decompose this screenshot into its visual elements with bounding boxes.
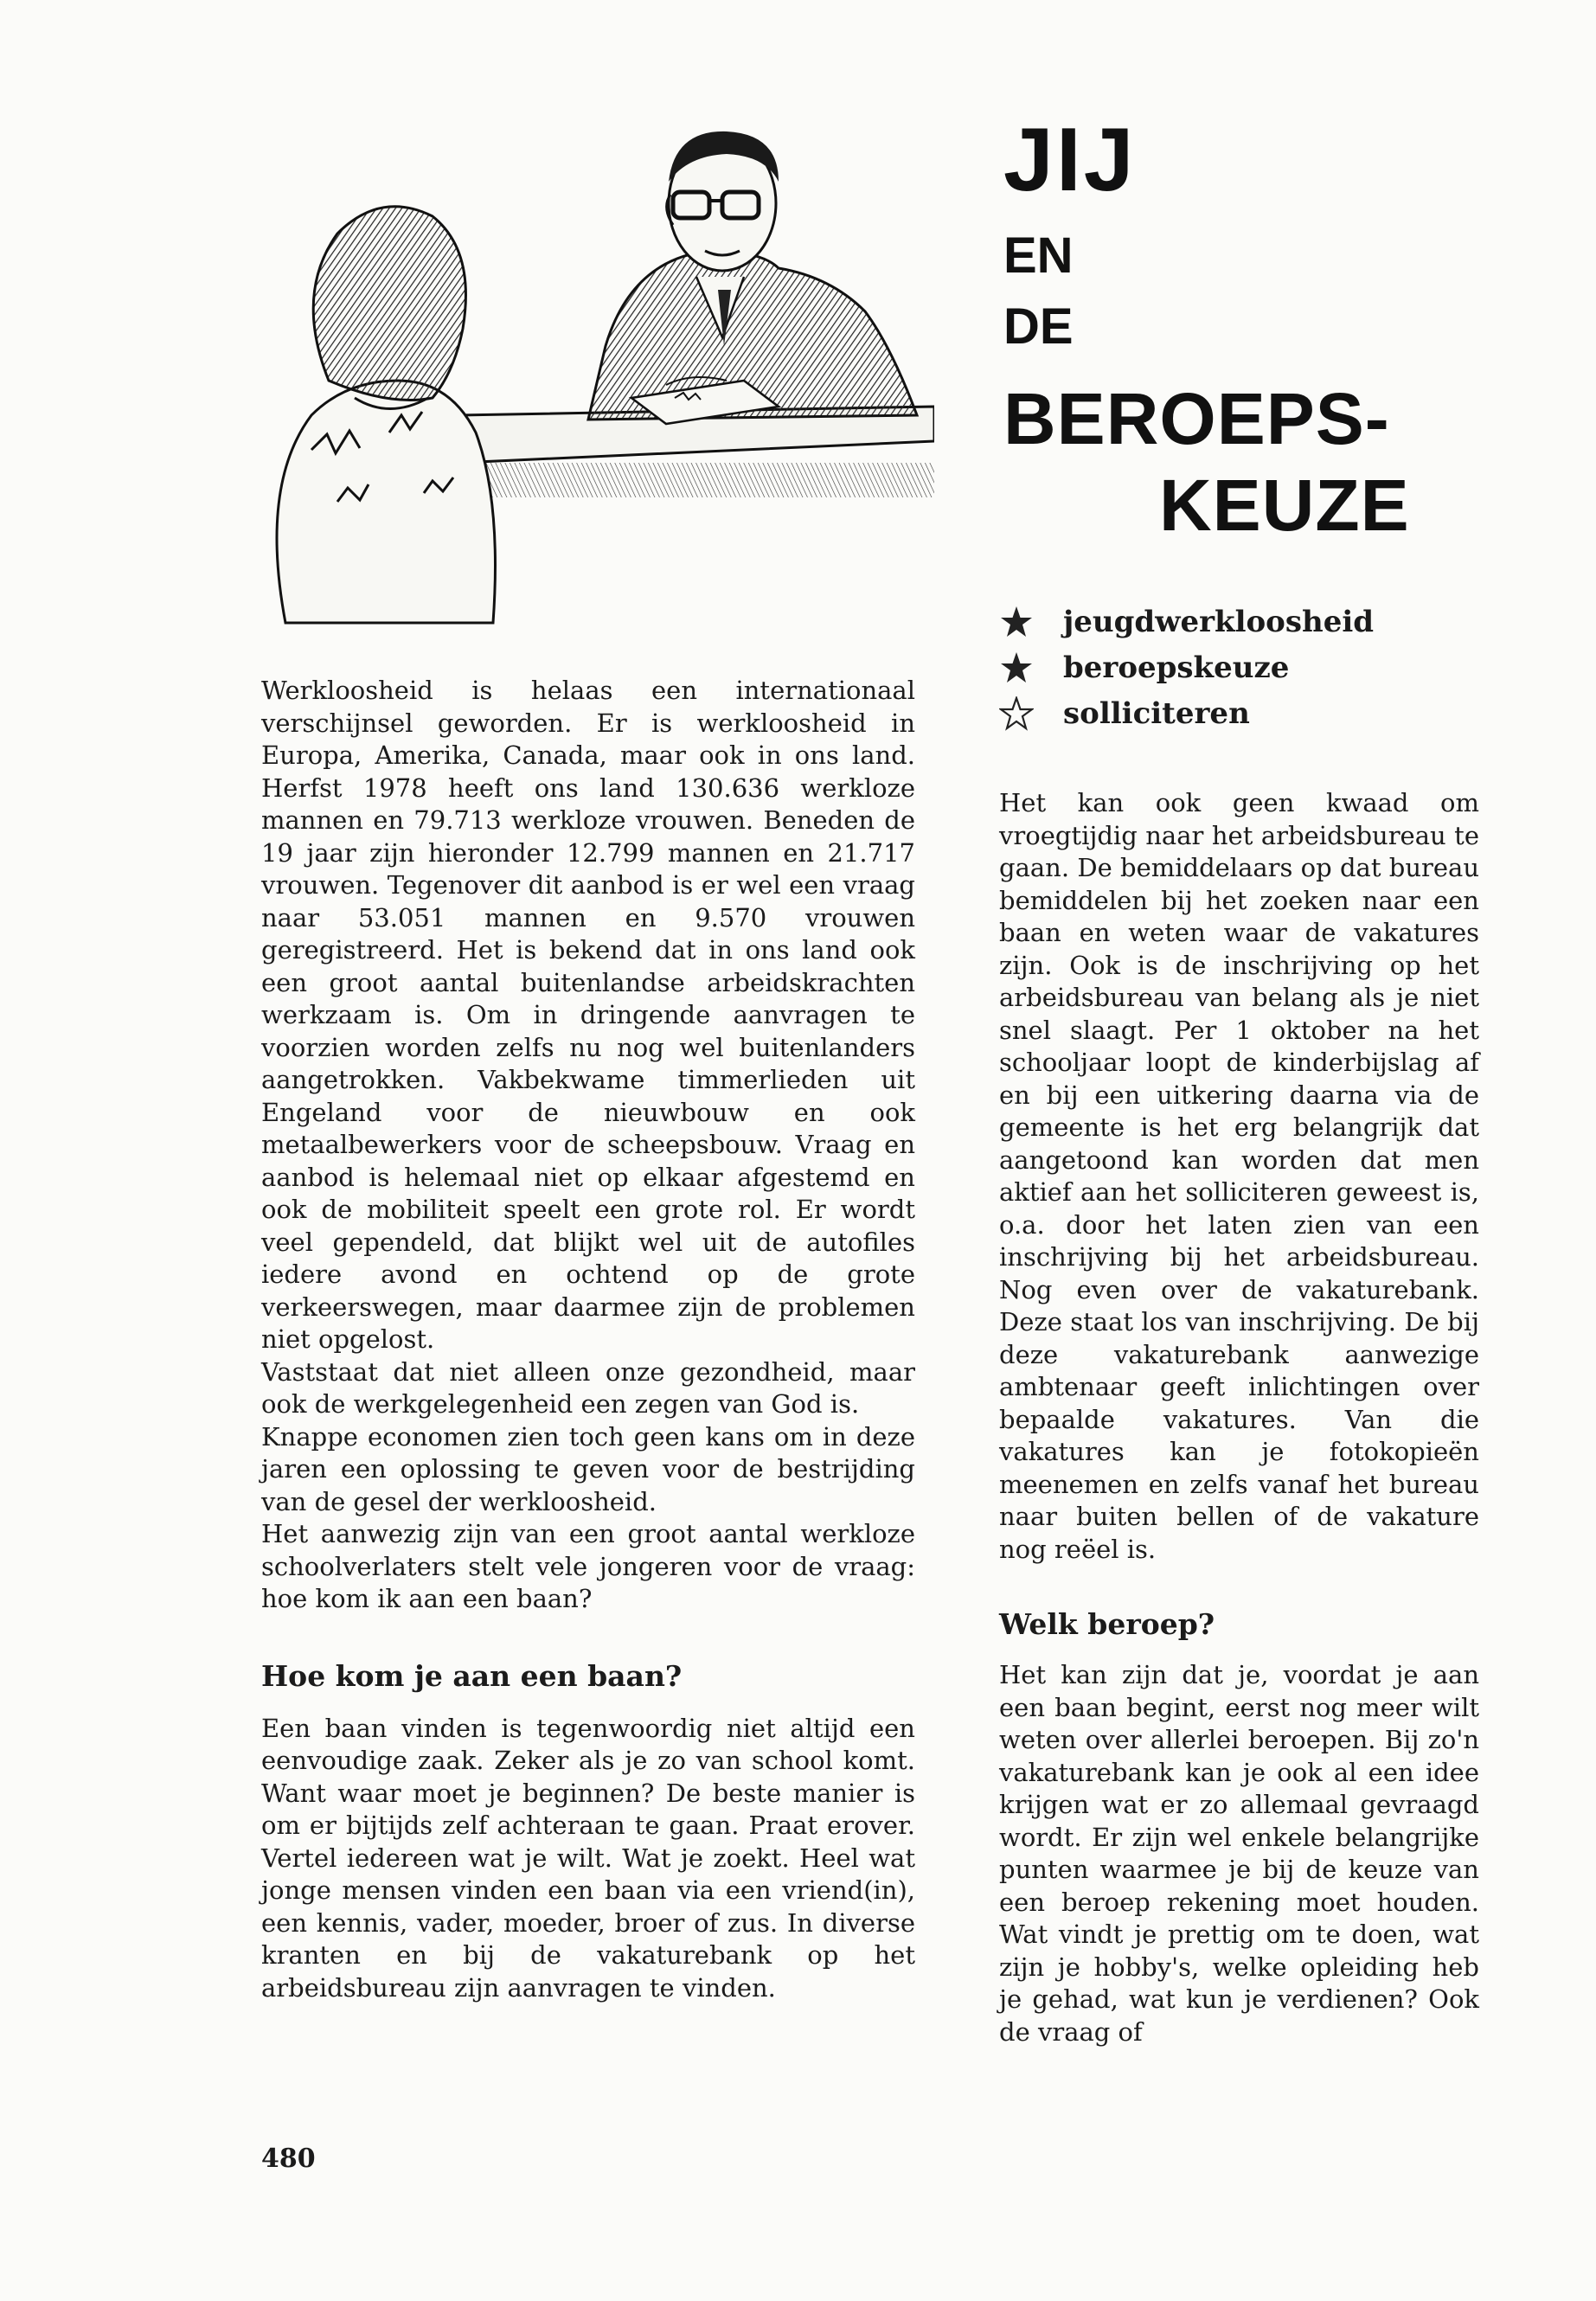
title-line-4: BEROEPS- [1003, 378, 1390, 459]
intro-paragraph: Werkloosheid is helaas een internationaal verschijnsel geworden. Er is werkloosheid in Europa, Amerika, Canada, maar ook in ons land. Herfst 1978 heeft ons land 130.636 werkloze mannen en 79.713 werkloze vrouwen. Beneden de 19 jaar zijn hieronder 12.799 mannen en 21.717 vrouwen. Tegenover dit aanbod is er wel een vraag naar 53.051 mannen en 9.570 vrouwen geregistreerd. Het is bekend dat in ons land ook een groot aantal buitenlandse arbeidskrachten werkzaam is. Om in dringende aanvragen te voorzien worden zelfs nu nog wel buitenlanders aangetrokken. Vakbekwame timmerlieden uit Engeland voor de nieuwbouw en ook metaalbewerkers voor de scheepsbouw. Vraag en aanbod is helemaal niet op elkaar afgestemd en ook de mobiliteit speelt een grote rol. Er wordt veel gependeld, dat blijkt wel uit de autofiles iedere avond en ochtend op de grote verkeerswegen, maar daarmee zijn de problemen niet opgelost. [261, 676, 915, 1354]
list-item-label: beroepskeuze [1063, 650, 1290, 685]
section-paragraph: Een baan vinden is tegenwoordig niet altijd een eenvoudige zaak. Zeker als je zo van school komt. Want waar moet je beginnen? De beste manier is om er bijtijds zelf achteraan te gaan. Praat erover. Vertel iedereen wat je wilt. Wat je zoekt. Heel wat jonge mensen vinden een baan via een vriend(in), een kennis, vader, moeder, broer of zus. In diverse kranten en bij de vakaturebank op het arbeidsbureau zijn aanvragen te vinden. [261, 1713, 915, 2003]
topic-list [999, 599, 1484, 736]
star-icon [999, 651, 1034, 685]
star-icon [999, 696, 1034, 731]
section-heading: Welk beroep? [999, 1607, 1215, 1641]
intro-paragraph: Knappe economen zien toch geen kans om in deze jaren een oplossing te geven voor de bestrijding van de gesel der werkloosheid. [261, 1421, 915, 1516]
list-item [999, 690, 1484, 736]
interviewer-figure [588, 131, 917, 424]
section-paragraph: Het kan zijn dat je, voordat je aan een baan begint, eerst nog meer wilt weten over allerlei beroepen. Bij zo'n vakaturebank kan je ook al een idee krijgen wat er zo allemaal gevraagd wordt. Er zijn wel enkele belangrijke punten waarmee je bij de keuze van een beroep rekening moet houden. Wat vindt je prettig om te doen, wat zijn je hobby's, welke opleiding heb je gehad, wat kun je verdienen? Ook de vraag of [999, 1660, 1479, 2047]
body-paragraph: Het kan ook geen kwaad om vroegtijdig naar het arbeidsbureau te gaan. De bemiddelaars op dat bureau bemiddelen bij het zoeken naar een baan en weten waar de vakatures zijn. Ook is de inschrijving op het arbeidsbureau van belang als je niet snel slaagt. Per 1 oktober na het schooljaar loopt de kinderbijslag af en bij een uitkering daarna via de gemeente is het erg belangrijk dat aangetoond kan worden dat men aktief aan het solliciteren geweest is, o.a. door het laten zien van een inschrijving bij het arbeidsbureau. Nog even over de vakaturebank. Deze staat los van inschrijving. De bij deze vakaturebank aanwezige ambtenaar geeft inlichtingen over bepaalde vakatures. Van die vakatures kan je fotokopieën meenemen en zelfs vanaf het bureau naar buiten bellen of de vakature nog reëel is. [999, 788, 1479, 1564]
applicant-figure [277, 207, 496, 623]
title-line-1: JIJ [1003, 110, 1137, 210]
article-title [1003, 112, 1488, 548]
interview-illustration [260, 121, 934, 631]
left-column [261, 675, 915, 2004]
title-line-3: DE [1003, 298, 1074, 355]
intro-paragraph: Het aanwezig zijn van een groot aantal werkloze schoolverlaters stelt vele jongeren voor de vraag: hoe kom ik aan een baan? [261, 1519, 915, 1613]
page-number: 480 [261, 2144, 316, 2174]
list-item [999, 599, 1484, 644]
star-icon [999, 605, 1034, 639]
list-item [999, 644, 1484, 690]
title-line-5: KEUZE [1159, 465, 1410, 546]
list-item-label: jeugdwerkloosheid [1063, 604, 1375, 639]
right-column [999, 787, 1479, 2048]
intro-paragraph: Vaststaat dat niet alleen onze gezondheid, maar ook de werkgelegenheid een zegen van God is. [261, 1356, 915, 1419]
list-item-label: solliciteren [1063, 695, 1250, 731]
section-heading: Hoe kom je aan een baan? [261, 1658, 683, 1693]
title-line-2: EN [1003, 228, 1074, 284]
